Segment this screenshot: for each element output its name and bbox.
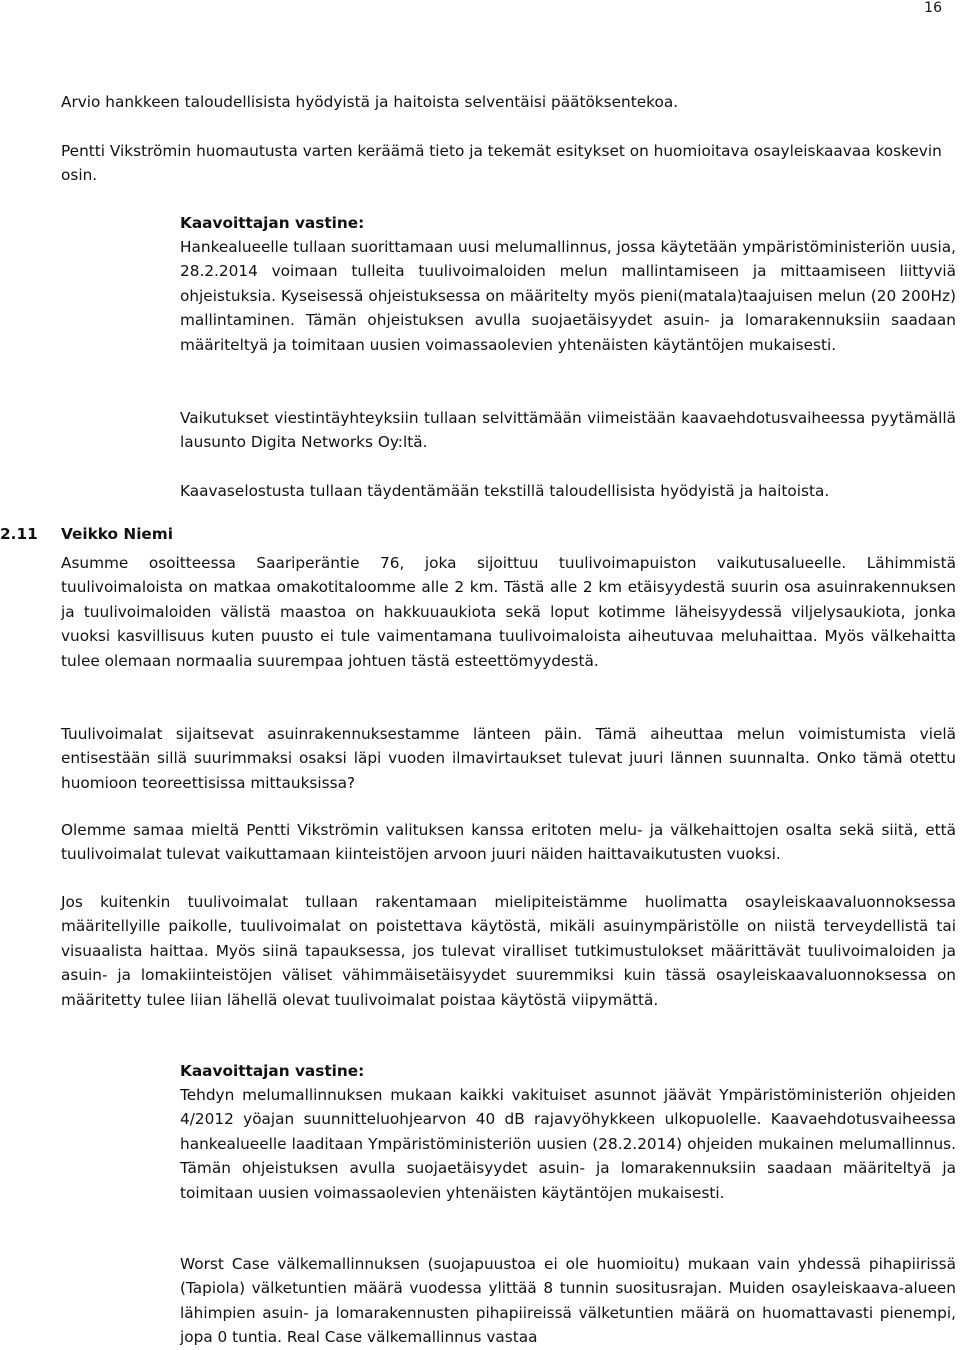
section-number: 2.11 xyxy=(0,525,38,543)
section-paragraph-3: Olemme samaa mieltä Pentti Vikströmin valituksen kanssa eritoten melu- ja välkehaittojen osalta sekä siitä, että tuulivoimalat tulevat vaikuttamaan kiinteistöjen arvoon juuri näiden haittavaikutusten vuoksi. xyxy=(61,821,956,864)
response-heading-1: Kaavoittajan vastine: xyxy=(180,214,365,232)
response-1-paragraph-2: Vaikutukset viestintäyhteyksiin tullaan selvittämään viimeistään kaavaehdotusvaiheessa pyytämällä lausunto Digita Networks Oy:ltä. xyxy=(180,409,956,452)
intro-paragraph-1: Arvio hankkeen taloudellisista hyödyistä ja haitoista selventäisi päätöksentekoa. xyxy=(61,93,679,111)
section-paragraph-2: Tuulivoimalat sijaitsevat asuinrakennuksestamme länteen päin. Tämä aiheuttaa melun voimistumista vielä entisestään sillä suurimmaksi osaksi läpi vuoden ilmavirtaukset tulevat juuri lännen suunnalta. Onko tämä otettu huomioon teoreettisissa mittauksissa? xyxy=(61,725,956,792)
response-2-paragraph-2: Worst Case välkemallinnuksen (suojapuustoa ei ole huomioitu) mukaan vain yhdessä pihapiirissä (Tapiola) välketuntien määrä vuodessa ylittää 8 tunnin suositusrajan. Muiden osayleiskaava-alueen lähimpien asuin- ja lomarakennusten pihapiireissä välketuntien määrä on huomattavasti pienempi, jopa 0 tuntia. Real Case välkemallinnus vastaa xyxy=(180,1255,956,1347)
section-title: Veikko Niemi xyxy=(61,525,173,543)
response-1-paragraph-3: Kaavaselostusta tullaan täydentämään tekstillä taloudellisista hyödyistä ja haitoista. xyxy=(180,482,830,500)
response-heading-2: Kaavoittajan vastine: xyxy=(180,1062,365,1080)
intro-paragraph-2: Pentti Vikströmin huomautusta varten keräämä tieto ja tekemät esitykset on huomioitava osayleiskaavaa koskevin osin. xyxy=(61,142,942,185)
page-number: 16 xyxy=(924,0,942,16)
response-2-paragraph-1: Tehdyn melumallinnuksen mukaan kaikki vakituiset asunnot jäävät Ympäristöministeriön ohjeiden 4/2012 yöajan suunnitteluohjearvon 40 dB rajavyöhykkeen ulkopuolelle. Kaavaehdotusvaiheessa hankealueelle laaditaan Ympäristöministeriön uusien (28.2.2014) ohjeiden mukainen melumallinnus. Tämän ohjeistuksen avulla suojaetäisyydet asuin- ja lomarakennuksiin saadaan määriteltyä ja toimitaan uusien voimassaolevien yhtenäisten käytäntöjen mukaisesti. xyxy=(180,1086,956,1202)
section-paragraph-1: Asumme osoitteessa Saariperäntie 76, joka sijoittuu tuulivoimapuiston vaikutusalueelle. Lähimmistä tuulivoimaloista on matkaa omakotitaloomme alle 2 km. Tästä alle 2 km etäisyydestä suurin osa asuinrakennuksen ja tuulivoimaloiden välistä maastoa on hakkuuaukiota sekä loput kotimme läheisyydessä viljelysaukiota, jonka vuoksi kasvillisuus kuten puusto ei tule vaimentamana tuulivoimaloista aiheutuvaa meluhaittaa. Myös välkehaitta tulee olemaan normaalia suurempaa johtuen tästä esteettömyydestä. xyxy=(61,554,956,670)
section-paragraph-4: Jos kuitenkin tuulivoimalat tullaan rakentamaan mielipiteistämme huolimatta osayleiskaavaluonnoksessa määritellyille paikolle, tuulivoimalat on poistettava käytöstä, mikäli asuinympäristölle on niistä terveydellistä tai visuaalista haittaa. Myös siinä tapauksessa, jos tulevat viralliset tutkimustulokset määrittävät tuulivoimaloiden ja asuin- ja lomakiinteistöjen väliset vähimmäisetäisyydet suuremmiksi kuin tässä osayleiskaavaluonnoksessa on määritetty tulee liian lähellä olevat tuulivoimalat poistaa käytöstä viipymättä. xyxy=(61,893,956,1009)
response-1-paragraph-1: Hankealueelle tullaan suorittamaan uusi melumallinnus, jossa käytetään ympäristöministeriön uusia, 28.2.2014 voimaan tulleita tuulivoimaloiden melun mallintamiseen ja mittaamiseen liittyviä ohjeistuksia. Kyseisessä ohjeistuksessa on määritelty myös pieni(matala)taajuisen melun (20 200Hz) mallintaminen. Tämän ohjeistuksen avulla suojaetäisyydet asuin- ja lomarakennuksiin saadaan määriteltyä ja toimitaan uusien voimassaolevien yhtenäisten käytäntöjen mukaisesti. xyxy=(180,238,956,354)
